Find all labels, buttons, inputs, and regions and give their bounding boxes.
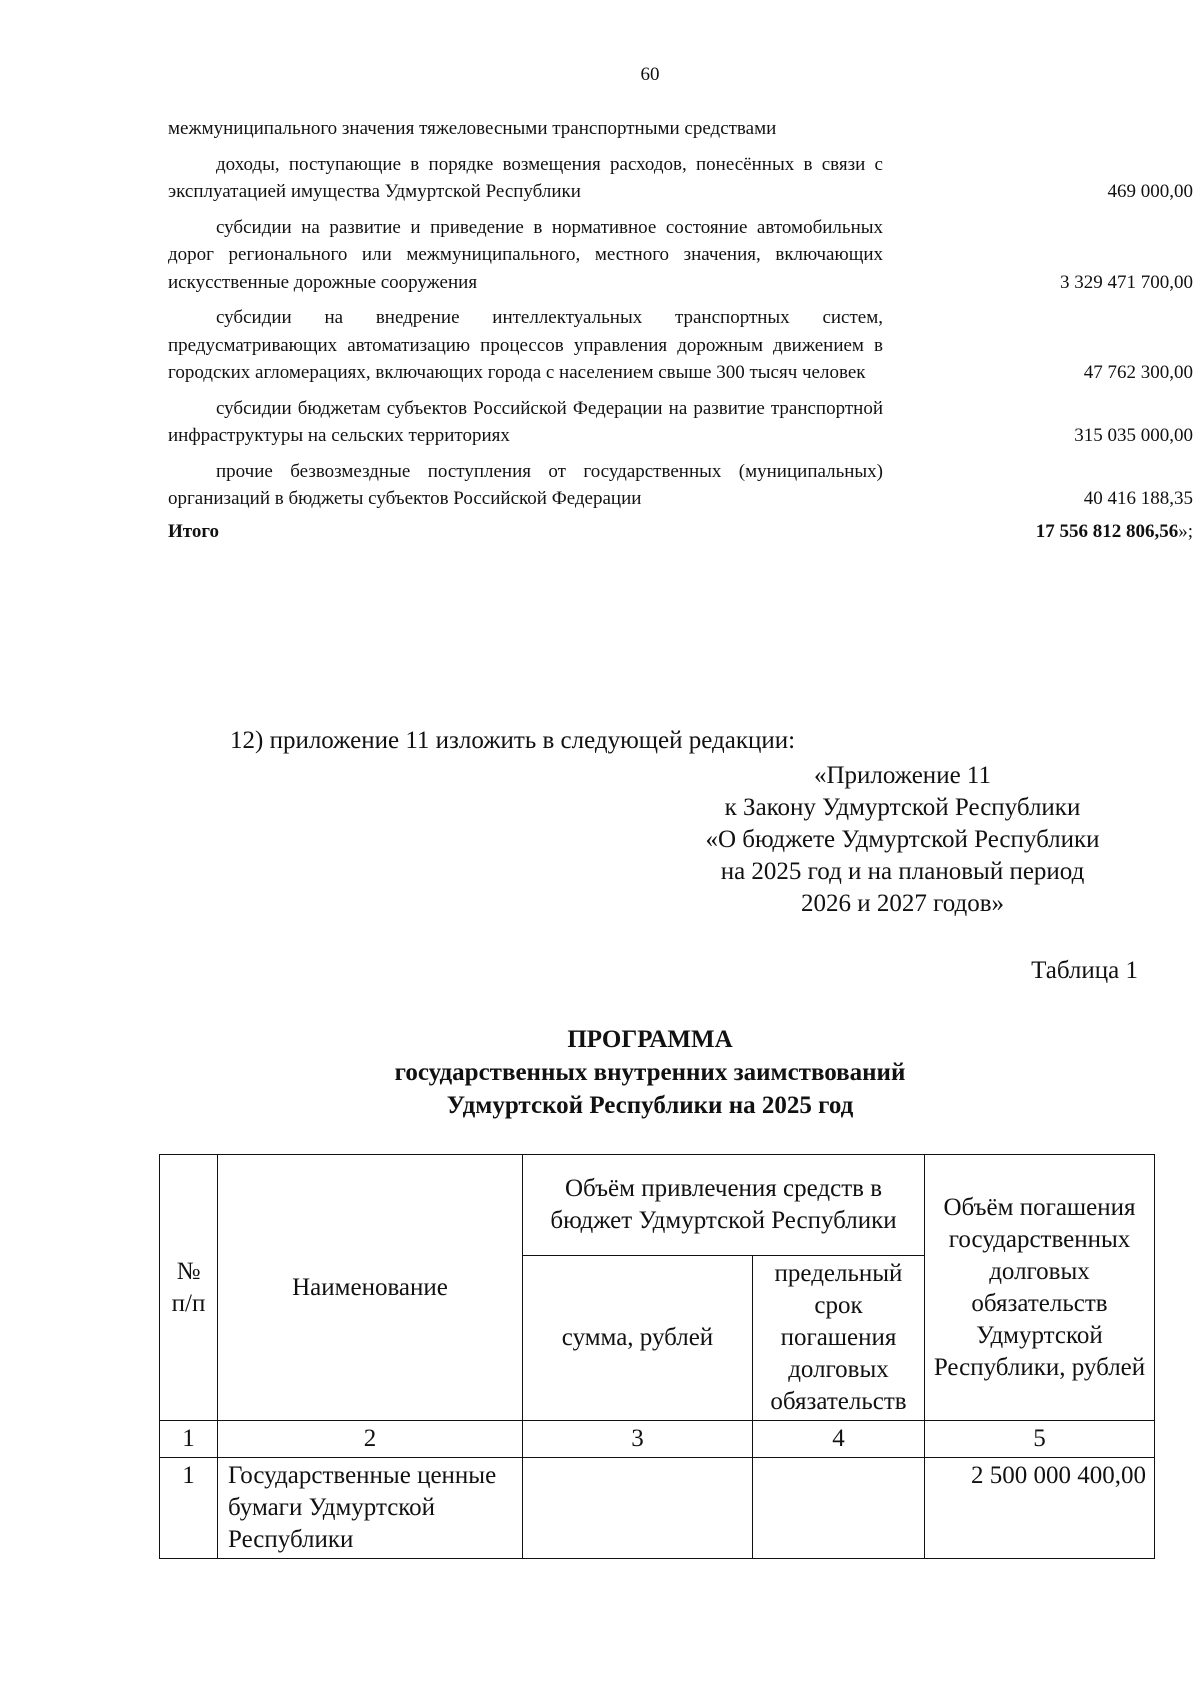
income-list <box>168 115 1193 548</box>
income-row-text: субсидии на развитие и приведение в нормативное состояние автомобильных дорог регионального или межмуниципального, местного значения, включающих искусственные дорожные сооружения <box>168 216 883 293</box>
row-sum <box>523 1458 753 1559</box>
program-title-line: ПРОГРАММА <box>567 1026 733 1053</box>
annex-line: на 2025 год и на плановый период <box>720 858 1085 885</box>
income-row <box>168 458 1193 513</box>
row-name: Государственные ценные бумаги Удмуртской Республики <box>218 1458 523 1559</box>
table-label: Таблица 1 <box>1031 957 1138 984</box>
table-header-row <box>160 1155 1155 1256</box>
annex-line: к Закону Удмуртской Республики <box>724 794 1081 821</box>
income-row <box>168 395 1193 450</box>
header-attract: Объём привлечения средств в бюджет Удмуртской Республики <box>523 1155 925 1256</box>
page-number: 60 <box>640 64 660 85</box>
header-term: предельный срок погашения долговых обязательств <box>753 1256 925 1421</box>
row-num: 1 <box>160 1458 218 1559</box>
annex-line: «О бюджете Удмуртской Республики <box>705 826 1100 853</box>
header-name: Наименование <box>218 1155 523 1421</box>
point-12-text: 12) приложение 11 изложить в следующей редакции: <box>230 727 796 754</box>
income-row-amount: 40 416 188,35 <box>1083 488 1193 509</box>
income-row-amount: 47 762 300,00 <box>1083 362 1193 383</box>
income-row-text: прочие безвозмездные поступления от государственных (муниципальных) организаций в бюджеты субъектов Российской Федерации <box>168 460 883 509</box>
annex-header <box>670 760 1135 920</box>
income-row-text: субсидии на внедрение интеллектуальных транспортных систем, предусматривающих автоматизацию процессов управления дорожным движением в городских агломерациях, включающих города с населением свыше 300 тысяч человек <box>168 307 883 383</box>
table-row <box>160 1458 1155 1559</box>
income-row-text: межмуниципального значения тяжеловесными транспортными средствами <box>168 118 777 139</box>
annex-line: «Приложение 11 <box>813 762 991 789</box>
income-row <box>168 304 1193 387</box>
income-row-amount: 469 000,00 <box>1107 181 1193 202</box>
program-title-line: Удмуртской Республики на 2025 год <box>446 1092 854 1119</box>
income-row <box>168 151 1193 206</box>
column-number: 2 <box>218 1421 523 1458</box>
income-row-text: доходы, поступающие в порядке возмещения расходов, понесённых в связи с эксплуатацией имущества Удмуртской Республики <box>168 153 883 202</box>
column-number: 5 <box>925 1421 1155 1458</box>
annex-line: 2026 и 2027 годов» <box>800 890 1005 917</box>
column-number: 4 <box>753 1421 925 1458</box>
table-column-numbers-row <box>160 1421 1155 1458</box>
total-label: Итого <box>168 520 220 542</box>
income-row <box>168 115 1193 143</box>
total-amount: 17 556 812 806,56 <box>1035 520 1179 542</box>
income-row-amount: 315 035 000,00 <box>1074 425 1193 446</box>
column-number: 1 <box>160 1421 218 1458</box>
column-number: 3 <box>523 1421 753 1458</box>
header-sum: сумма, рублей <box>523 1256 753 1421</box>
borrowings-table <box>159 1154 1155 1559</box>
income-row-amount: 3 329 471 700,00 <box>1060 271 1193 293</box>
row-repay: 2 500 000 400,00 <box>925 1458 1155 1559</box>
total-row <box>168 518 1193 546</box>
income-row <box>168 214 1193 297</box>
program-title <box>0 1023 1200 1122</box>
total-amount-cell <box>883 518 1193 546</box>
header-repay: Объём погашения государственных долговых обязательств Удмуртской Республики, рублей <box>925 1155 1155 1421</box>
header-num: № п/п <box>160 1155 218 1421</box>
program-title-line: государственных внутренних заимствований <box>394 1059 906 1086</box>
total-suffix: »; <box>1178 520 1193 542</box>
row-term <box>753 1458 925 1559</box>
income-row-text: субсидии бюджетам субъектов Российской Федерации на развитие транспортной инфраструктуры на сельских территориях <box>168 397 883 446</box>
